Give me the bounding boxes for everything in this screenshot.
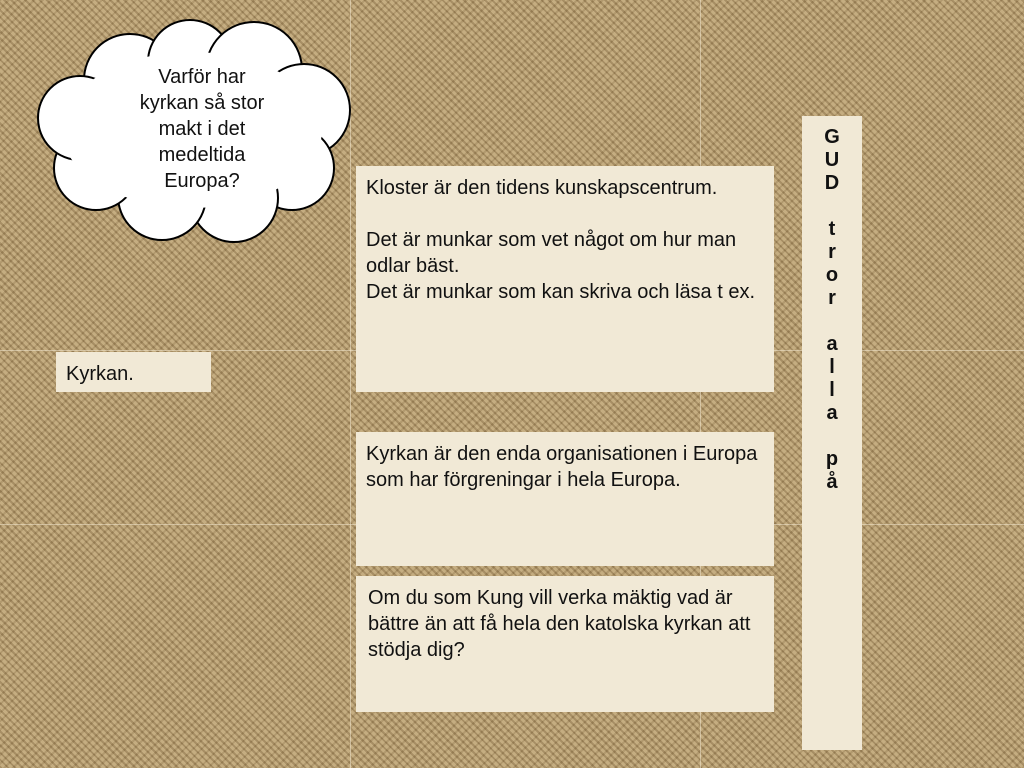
kung-text-box <box>356 576 774 712</box>
vertical-letter: p <box>825 448 839 470</box>
kyrkan-label: Kyrkan. <box>66 363 134 385</box>
vertical-letter: l <box>829 356 835 378</box>
vertical-letter: D <box>824 172 840 194</box>
organisation-text: Kyrkan är den enda organisationen i Europa som har förgreningar i hela Europa. <box>366 443 758 491</box>
vertical-letter: t <box>828 218 836 240</box>
cloud-line: kyrkan så stor <box>139 92 265 114</box>
cloud-question <box>110 64 294 194</box>
vertical-letter: a <box>826 333 838 355</box>
vertical-letter: U <box>824 149 840 171</box>
organisation-text-box <box>356 432 774 566</box>
cloud-line: Varför har <box>158 66 246 88</box>
cloud-line: medeltida <box>158 144 246 166</box>
vertical-letter: å <box>826 471 838 493</box>
vertical-letter <box>802 310 862 333</box>
kloster-paragraph-1: Kloster är den tidens kunskapscentrum. <box>366 177 718 199</box>
kyrkan-label-box <box>56 352 211 392</box>
kloster-paragraph-3: Det är munkar som kan skriva och läsa t ex. <box>366 281 756 303</box>
cloud-line: Europa? <box>164 170 240 192</box>
kloster-paragraph-2: Det är munkar som vet något om hur man odlar bäst. <box>366 229 737 277</box>
vertical-letter: r <box>828 241 836 263</box>
vertical-letter: l <box>829 379 835 401</box>
vertical-letter: r <box>828 287 836 309</box>
vertical-text-strip <box>802 116 862 750</box>
kung-text: Om du som Kung vill verka mäktig vad är bättre än att få hela den katolska kyrkan att stödja dig? <box>368 587 751 661</box>
vertical-letter <box>802 425 862 448</box>
kloster-text-box <box>356 166 774 392</box>
vertical-letter: a <box>826 402 838 424</box>
cloud-line: makt i det <box>158 118 246 140</box>
vertical-letter: G <box>824 126 840 148</box>
vertical-letter: o <box>825 264 839 286</box>
vertical-letter <box>802 195 862 218</box>
thought-cloud <box>22 18 358 250</box>
